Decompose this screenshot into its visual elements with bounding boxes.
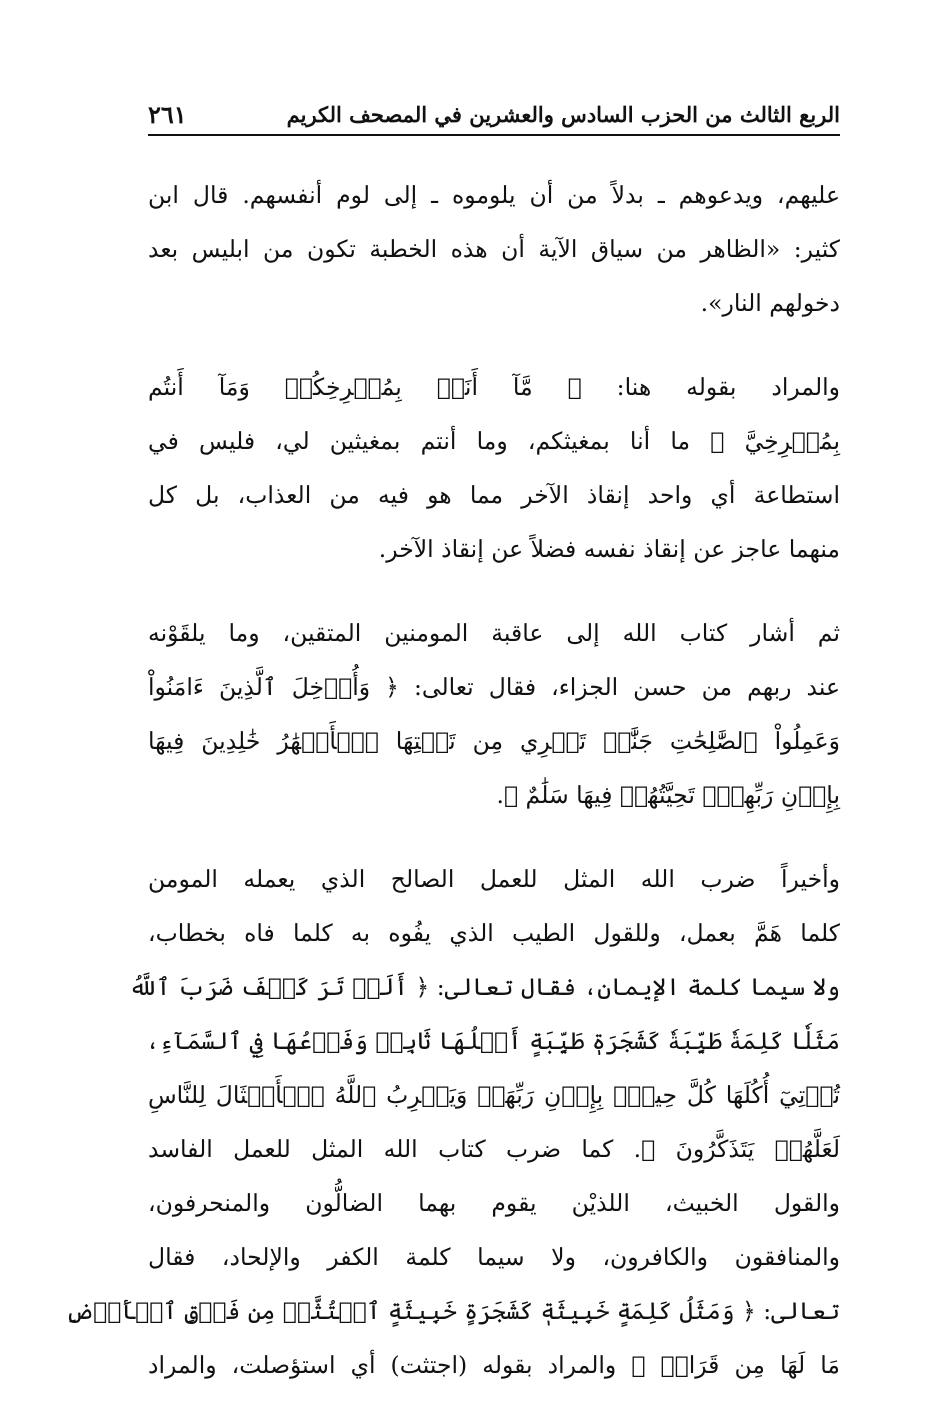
page-header — [148, 94, 840, 136]
text-line: استطاعة أي واحد إنقاذ الآخر مما هو فيه من العذاب، بل كل — [148, 481, 840, 509]
paragraph-gap — [148, 576, 840, 606]
text-line: بِإِذۡنِ رَبِّهِمۡۖ تَحِيَّتُهُمۡ فِيهَا سَلَٰمٌ ﴾. — [496, 781, 840, 809]
paragraph-2 — [148, 360, 840, 576]
paragraph-1 — [148, 168, 840, 330]
text-line: ولا سيما كلمة الإيمان، فقال تعالى: ﴿ أَلَمۡ تَرَ كَيۡفَ ضَرَبَ ٱللَّهُ — [128, 973, 840, 1001]
text-line: مَثَلٗا كَلِمَةٗ طَيِّبَةٗ كَشَجَرَةٖ طَيِّبَةٍ أَصۡلُهَا ثَابِتٞ وَفَرۡعُهَا فِي ٱلسَّمَآءِ، — [145, 1027, 840, 1055]
page-body — [65, 168, 840, 1392]
text-line: والقول الخبيث، اللذيْن يقوم بهما الضالُّون والمنحرفون، — [148, 1189, 840, 1217]
paragraph-4 — [65, 852, 840, 1392]
text-line: وَعَمِلُواْ ٱلصَّٰلِحَٰتِ جَنَّٰتٖ تَجۡرِي مِن تَحۡتِهَا ٱلۡأَنۡهَٰرُ خَٰلِدِينَ فِيهَا — [148, 727, 840, 755]
text-line: عند ربهم من حسن الجزاء، فقال تعالى: ﴿ وَأُدۡخِلَ ٱلَّذِينَ ءَامَنُواْ — [148, 673, 840, 701]
text-line: دخولهم النار». — [700, 289, 840, 317]
text-line: منهما عاجز عن إنقاذ نفسه فضلاً عن إنقاذ الآخر. — [378, 535, 840, 563]
text-line: كلما هَمَّ بعمل، وللقول الطيب الذي يفُوه به كلما فاه بخطاب، — [148, 919, 840, 947]
text-line: والمنافقون والكافرون، ولا سيما كلمة الكفر والإلحاد، فقال — [148, 1243, 840, 1271]
page-number: ٢٦١ — [148, 99, 187, 129]
text-line: بِمُصۡرِخِيَّ ﴾ ما أنا بمغيثكم، وما أنتم بمغيثين لي، فليس في — [148, 427, 840, 455]
text-line: والمراد بقوله هنا: ﴿ مَّآ أَنَا۠ بِمُصۡرِخِكُمۡ وَمَآ أَنتُم — [148, 373, 840, 401]
paragraph-3 — [148, 606, 840, 822]
text-line: تعالى: ﴿ وَمَثَلُ كَلِمَةٍ خَبِيثَةٖ كَشَجَرَةٍ خَبِيثَةٍ ٱجۡتُثَّتۡ مِن فَوۡقِ ٱلۡأَرۡضِ — [65, 1297, 840, 1325]
paragraph-gap — [148, 822, 840, 852]
text-line: عليهم، ويدعوهم ـ بدلاً من أن يلوموه ـ إلى لوم أنفسهم. قال ابن — [148, 181, 840, 209]
text-line: مَا لَهَا مِن قَرَارٖ ﴾ والمراد بقوله (اجتثت) أي استؤصلت، والمراد — [148, 1351, 840, 1379]
text-line: وأخيراً ضرب الله المثل للعمل الصالح الذي يعمله المومن — [148, 865, 840, 893]
text-line: لَعَلَّهُمۡ يَتَذَكَّرُونَ ﴾. كما ضرب كتاب الله المثل للعمل الفاسد — [148, 1135, 840, 1163]
paragraph-gap — [148, 330, 840, 360]
text-line: ثم أشار كتاب الله إلى عاقبة المومنين المتقين، وما يلقَوْنه — [148, 619, 840, 647]
text-line: تُؤۡتِيٓ أُكُلَهَا كُلَّ حِينِۭ بِإِذۡنِ رَبِّهَاۗ وَيَضۡرِبُ ٱللَّهُ ٱلۡأَمۡثَالَ لِلنَّاسِ — [148, 1081, 840, 1109]
text-line: كثير: «الظاهر من سياق الآية أن هذه الخطبة تكون من ابليس بعد — [148, 235, 840, 263]
running-title: الربع الثالث من الحزب السادس والعشرين في المصحف الكريم — [286, 101, 840, 127]
